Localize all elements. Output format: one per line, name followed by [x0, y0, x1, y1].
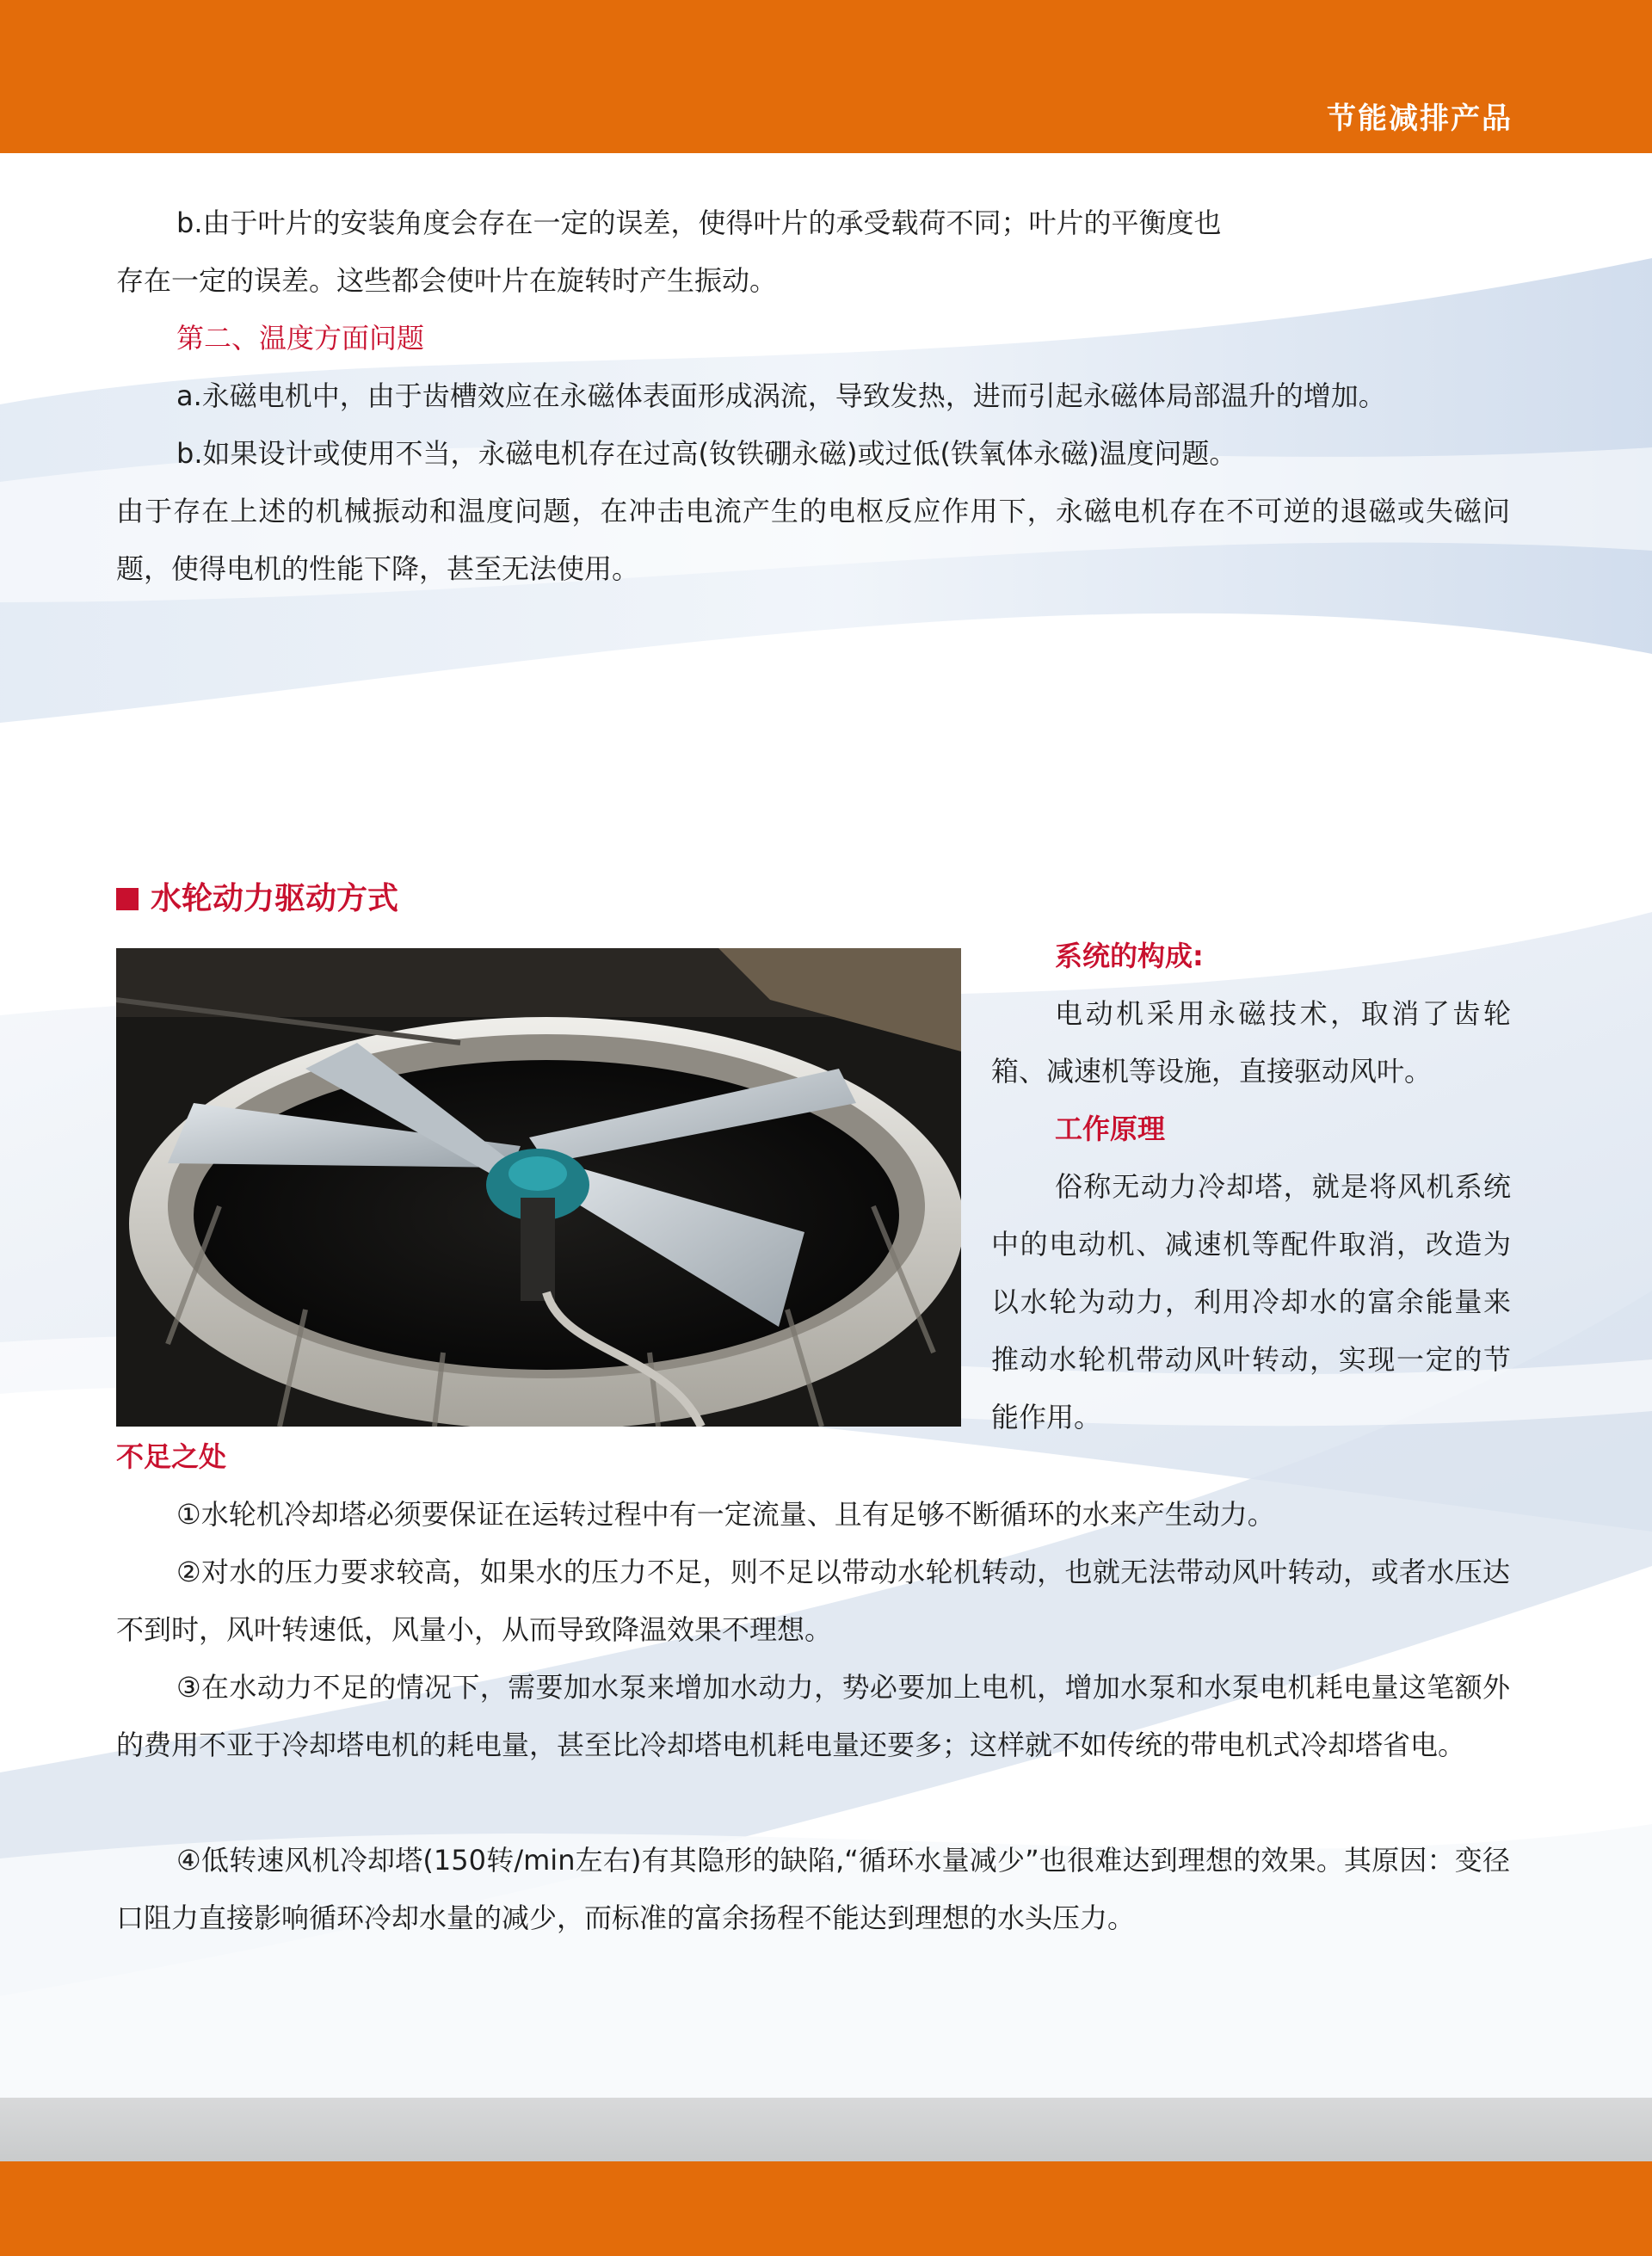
section-title-text: 水轮动力驱动方式 — [151, 881, 399, 916]
shortcoming-item-2: ②对水的压力要求较高，如果水的压力不足，则不足以带动水轮机转动，也就无法带动风叶转动，或者水压达不到时，风叶转速低，风量小，从而导致降温效果不理想。 — [116, 1556, 1510, 1646]
heading-working-principle: 工作原理 — [1055, 1113, 1166, 1145]
section-title — [116, 878, 398, 921]
heading-shortcomings: 不足之处 — [116, 1440, 227, 1473]
cooling-tower-fan-photo — [116, 948, 961, 1427]
paragraph-b-vibration: b.由于叶片的安装角度会存在一定的误差，使得叶片的承受载荷不同；叶片的平衡度也 — [176, 206, 1222, 239]
paragraph-working-principle: 俗称无动力冷却塔，就是将风机系统中的电动机、减速机等配件取消，改造为以水轮为动力，利用冷却水的富余能量来推动水轮机带动风叶转动，实现一定的节能作用。 — [991, 1170, 1511, 1433]
paragraph-a-eddy-current: a.永磁电机中，由于齿槽效应在永磁体表面形成涡流，导致发热，进而引起永磁体局部温升的增加。 — [176, 379, 1386, 412]
square-bullet-icon — [116, 888, 139, 910]
paragraph-summary: 由于存在上述的机械振动和温度问题，在冲击电流产生的电枢反应作用下，永磁电机存在不可逆的退磁或失磁问题，使得电机的性能下降，甚至无法使用。 — [116, 495, 1510, 585]
header-bar — [0, 0, 1652, 153]
shortcoming-item-1: ①水轮机冷却塔必须要保证在运转过程中有一定流量、且有足够不断循环的水来产生动力。 — [176, 1498, 1275, 1531]
paragraph-system-composition: 电动机采用永磁技术，取消了齿轮箱、减速机等设施，直接驱动风叶。 — [991, 997, 1511, 1088]
footer-bar — [0, 2161, 1652, 2256]
paragraph-b-vibration-continued: 存在一定的误差。这些都会使叶片在旋转时产生振动。 — [116, 264, 778, 297]
shortcoming-item-3: ③在水动力不足的情况下，需要加水泵来增加水动力，势必要加上电机，增加水泵和水泵电机耗电量这笔额外的费用不亚于冷却塔电机的耗电量，甚至比冷却塔电机耗电量还要多；这样就不如传统的带电机式冷却塔省电。 — [116, 1671, 1510, 1761]
heading-temperature: 第二、温度方面问题 — [176, 322, 425, 354]
header-title: 节能减排产品 — [1327, 102, 1513, 136]
paragraph-b-temperature: b.如果设计或使用不当，永磁电机存在过高(钕铁硼永磁)或过低(铁氧体永磁)温度问题。 — [176, 437, 1237, 470]
shortcoming-item-4: ④低转速风机冷却塔(150转/min左右)有其隐形的缺陷,“循环水量减少”也很难达到理想的效果。其原因：变径口阻力直接影响循环冷却水量的减少，而标准的富余扬程不能达到理想的水头压力。 — [116, 1844, 1510, 1934]
heading-system-composition: 系统的构成: — [1055, 940, 1204, 972]
footer-gray-band — [0, 2098, 1652, 2161]
